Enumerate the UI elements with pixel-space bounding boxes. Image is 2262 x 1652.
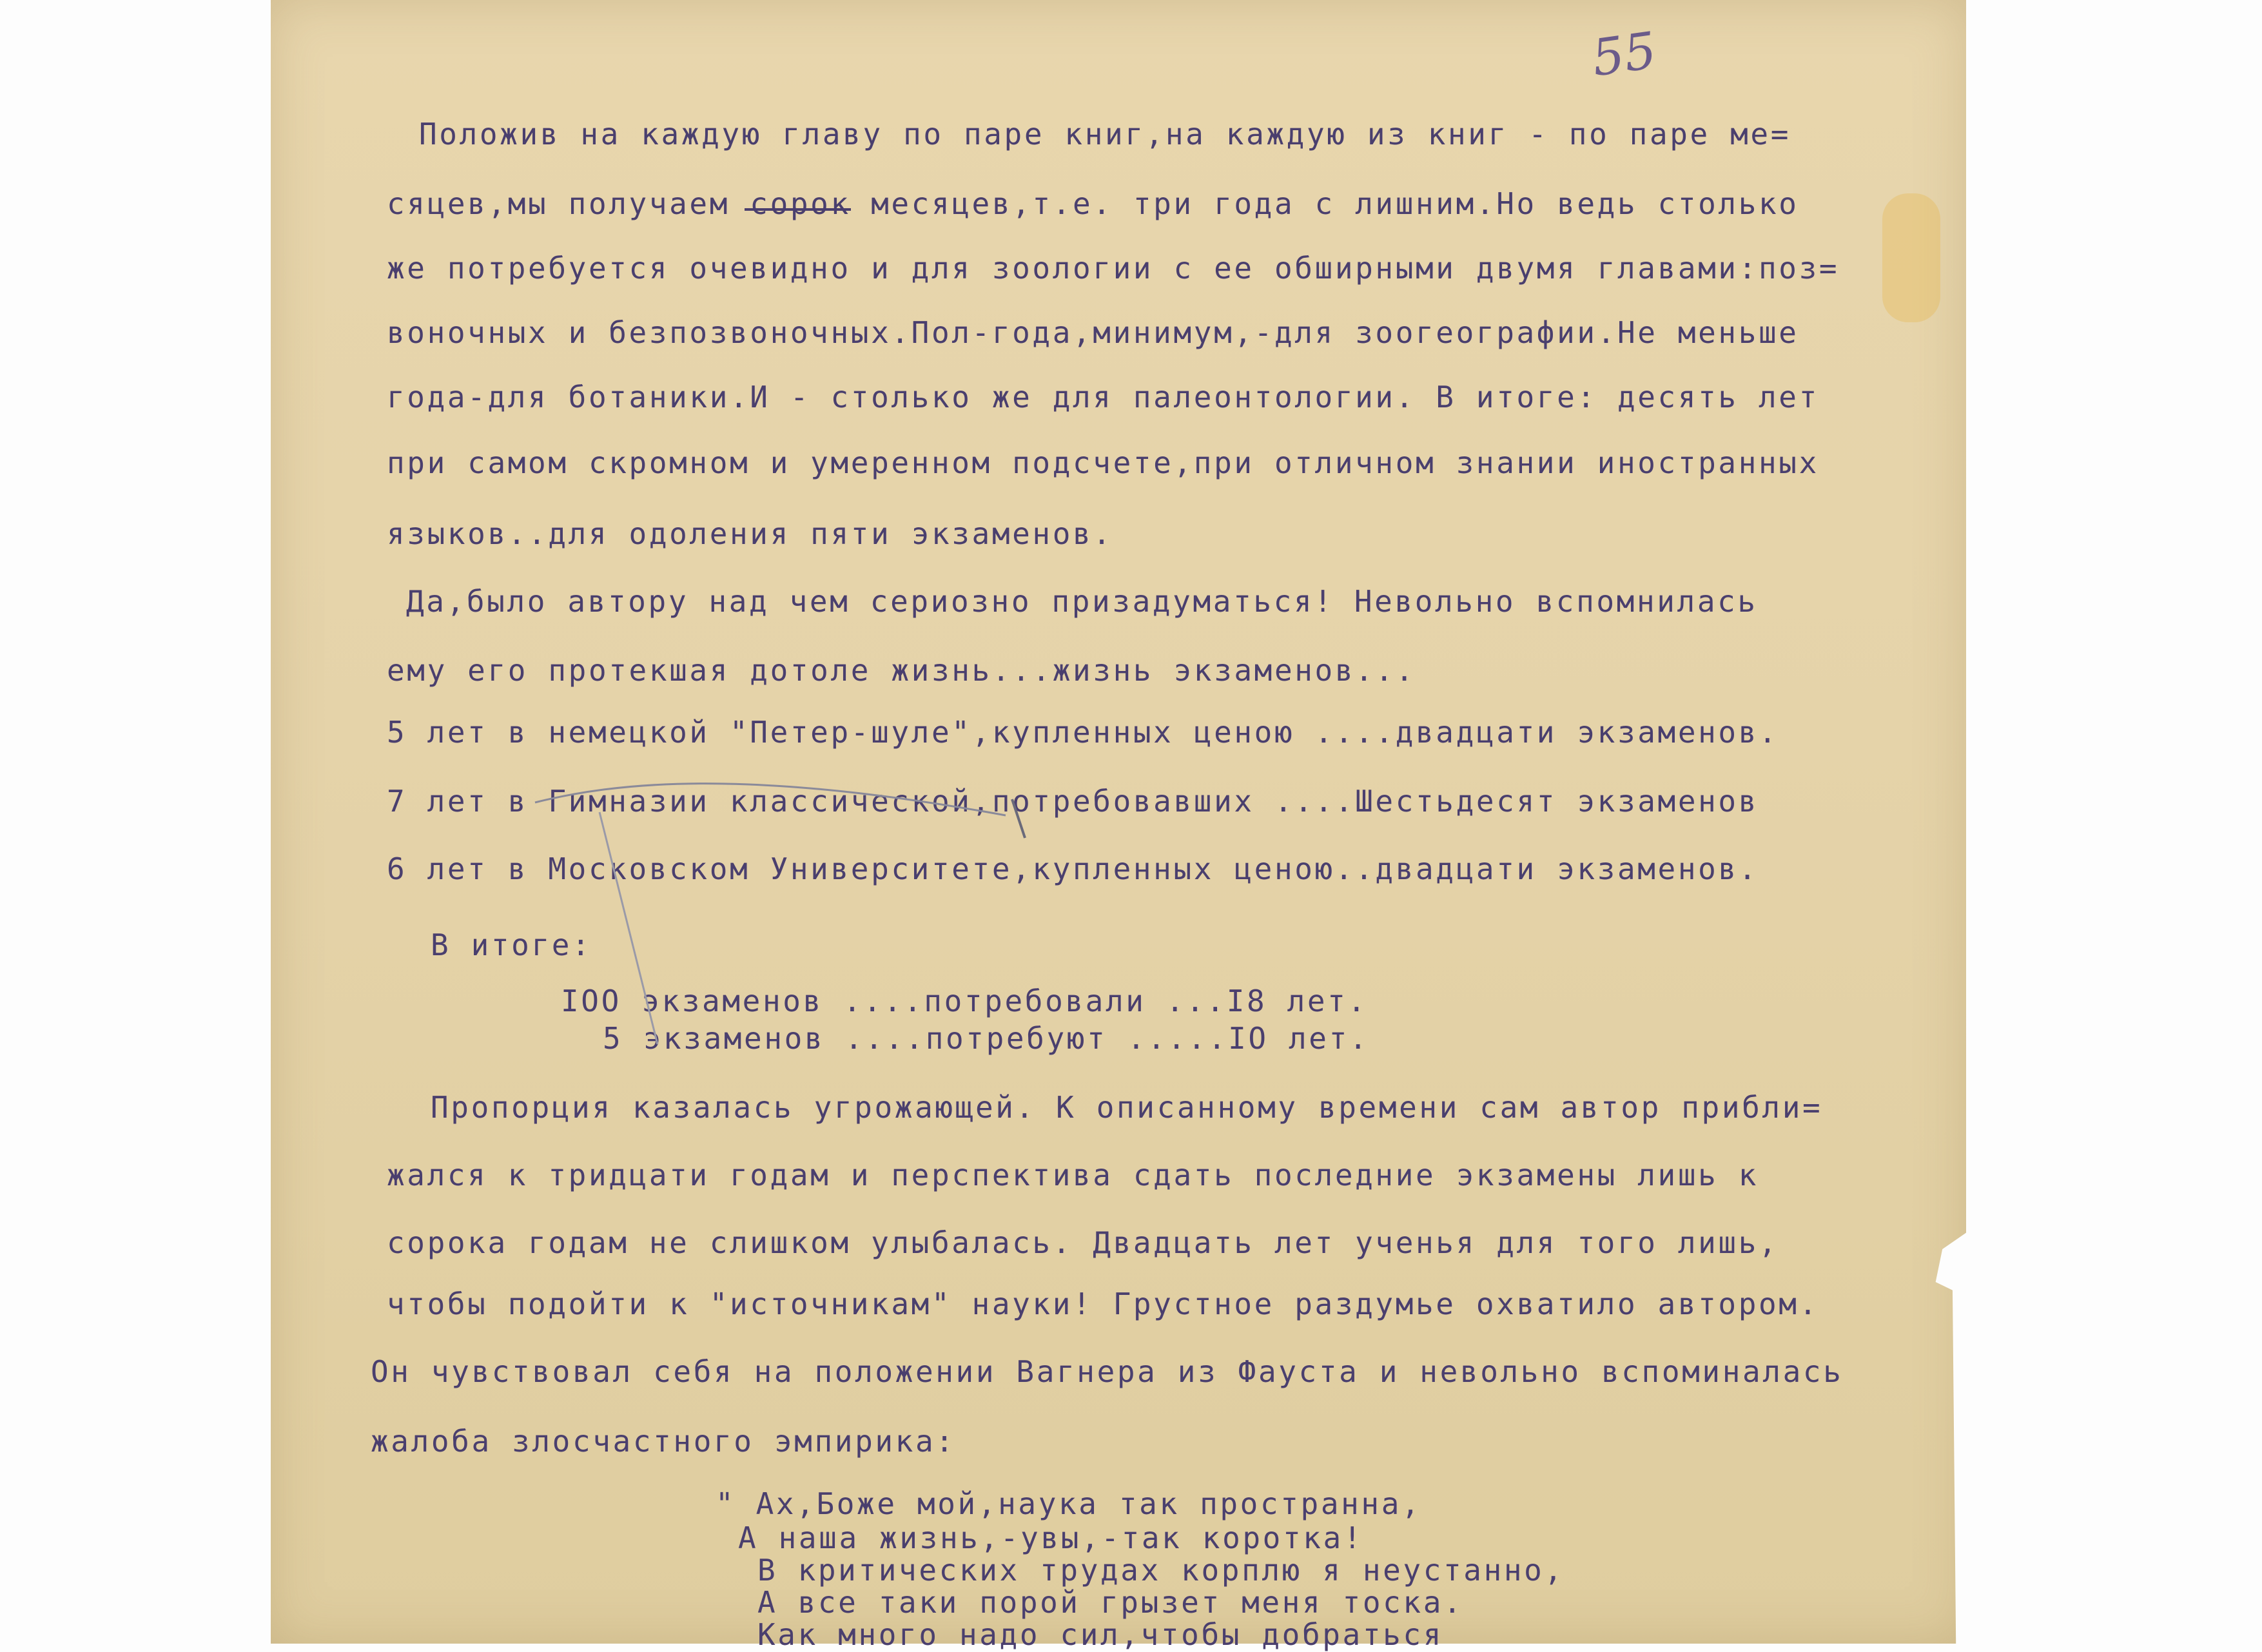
- text-line: Да,было автору над чем сериозно призадуматься! Невольно вспомнилась: [406, 584, 1758, 619]
- text-line: воночных и безпозвоночных.Пол-года,минимум,-для зоогеографии.Не меньше: [387, 315, 1799, 350]
- text-line: В итоге:: [431, 928, 592, 962]
- text-line: 5 экзаменов ....потребуют .....IO лет.: [603, 1021, 1370, 1056]
- text-line: жался к тридцати годам и перспектива сдать последние экзамены лишь к: [387, 1158, 1759, 1192]
- text-line: 6 лет в Московском Университете,купленных ценою..двадцати экзаменов.: [387, 851, 1759, 886]
- text-line: сорока годам не слишком улыбалась. Двадцать лет ученья для того лишь,: [387, 1225, 1779, 1260]
- text-line: сяцев,мы получаем сорок месяцев,т.е. три года с лишним.Но ведь столько: [387, 186, 1799, 221]
- handwritten-page-number: 55: [1588, 21, 1661, 88]
- text-line: же потребуется очевидно и для зоологии с ее обширными двумя главами:поз=: [387, 251, 1840, 286]
- text-line: ему его протекшая дотоле жизнь...жизнь экзаменов...: [387, 653, 1416, 688]
- text-line: А наша жизнь,-увы,-так коротка!: [738, 1521, 1364, 1555]
- text-line: Пропорция казалась угрожающей. К описанному времени сам автор прибли=: [431, 1090, 1823, 1125]
- text-line: чтобы подойти к "источникам" науки! Грустное раздумье охватило автором.: [387, 1287, 1819, 1321]
- text-line: жалоба злосчастного эмпирика:: [371, 1424, 956, 1459]
- text-line: А все таки порой грызет меня тоска.: [757, 1585, 1464, 1620]
- text-line: 7 лет в Гимназии классической,потребовавших ....Шестьдесят экзаменов: [387, 784, 1759, 819]
- text-line: 5 лет в немецкой "Петер-шуле",купленных ценою ....двадцати экзаменов.: [387, 715, 1779, 750]
- text-line: " Ах,Боже мой,наука так пространна,: [716, 1486, 1422, 1521]
- text-line: Положив на каждую главу по паре книг,на каждую из книг - по паре ме=: [419, 117, 1791, 151]
- text-line: Как много надо сил,чтобы добраться: [757, 1617, 1444, 1652]
- text-line: IOO экзаменов ....потребовали ...I8 лет.: [561, 984, 1368, 1018]
- text-line: В критических трудах корплю я неустанно,: [757, 1553, 1565, 1588]
- text-line: Он чувствовал себя на положении Вагнера из Фауста и невольно вспоминалась: [371, 1354, 1844, 1389]
- text-line: при самом скромном и умеренном подсчете,при отличном знании иностранных: [387, 445, 1819, 480]
- text-line: языков..для одоления пяти экзаменов.: [387, 516, 1113, 551]
- text-line: года-для ботаники.И - столько же для палеонтологии. В итоге: десять лет: [387, 380, 1819, 414]
